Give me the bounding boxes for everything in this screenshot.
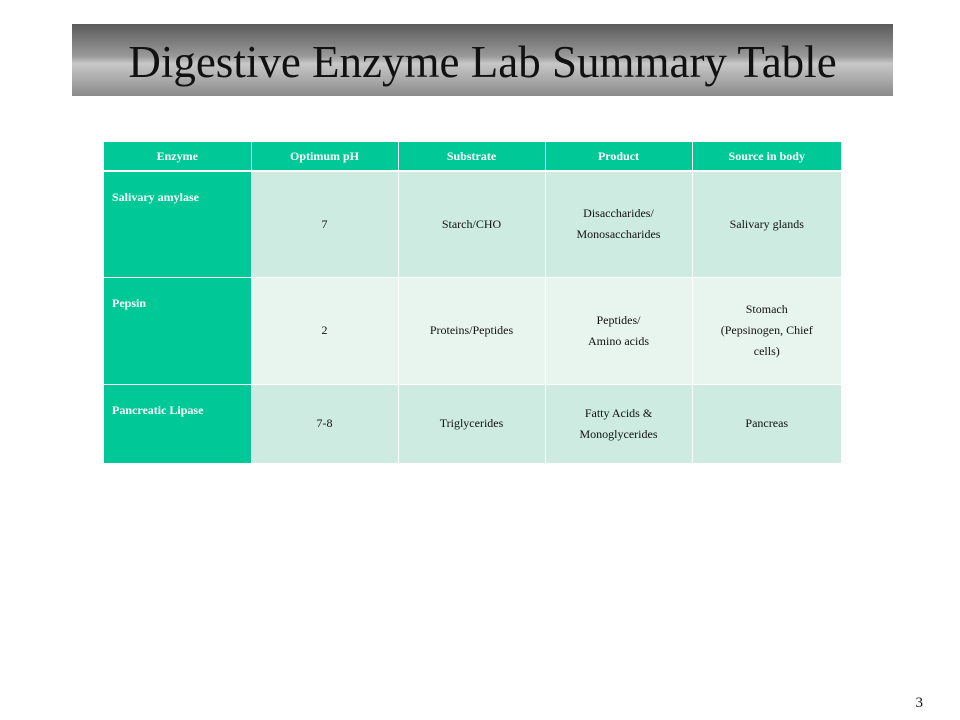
optimum-ph-value: 7 [251,171,398,277]
page-number: 3 [915,695,923,711]
source-value: Salivary glands [692,171,841,277]
table-row [104,171,841,277]
substrate-value: Triglycerides [398,384,545,463]
enzyme-name: Pepsin [104,277,251,384]
header-source: Source in body [692,142,841,171]
table-row [104,384,841,463]
header-product: Product [545,142,692,171]
product-value: Disaccharides/ Monosaccharides [545,171,692,277]
header-optimum-ph: Optimum pH [251,142,398,171]
optimum-ph-value: 2 [251,277,398,384]
product-value: Peptides/ Amino acids [545,277,692,384]
optimum-ph-value: 7-8 [251,384,398,463]
substrate-value: Starch/CHO [398,171,545,277]
slide-title: Digestive Enzyme Lab Summary Table [128,37,837,87]
product-value: Fatty Acids & Monoglycerides [545,384,692,463]
source-value: Pancreas [692,384,841,463]
table-header-row [104,142,841,171]
table-row [104,277,841,384]
title-banner [72,24,893,96]
enzyme-summary-table [104,142,841,464]
header-substrate: Substrate [398,142,545,171]
substrate-value: Proteins/Peptides [398,277,545,384]
enzyme-name: Pancreatic Lipase [104,384,251,463]
source-value: Stomach (Pepsinogen, Chief cells) [692,277,841,384]
enzyme-name: Salivary amylase [104,171,251,277]
header-enzyme: Enzyme [104,142,251,171]
